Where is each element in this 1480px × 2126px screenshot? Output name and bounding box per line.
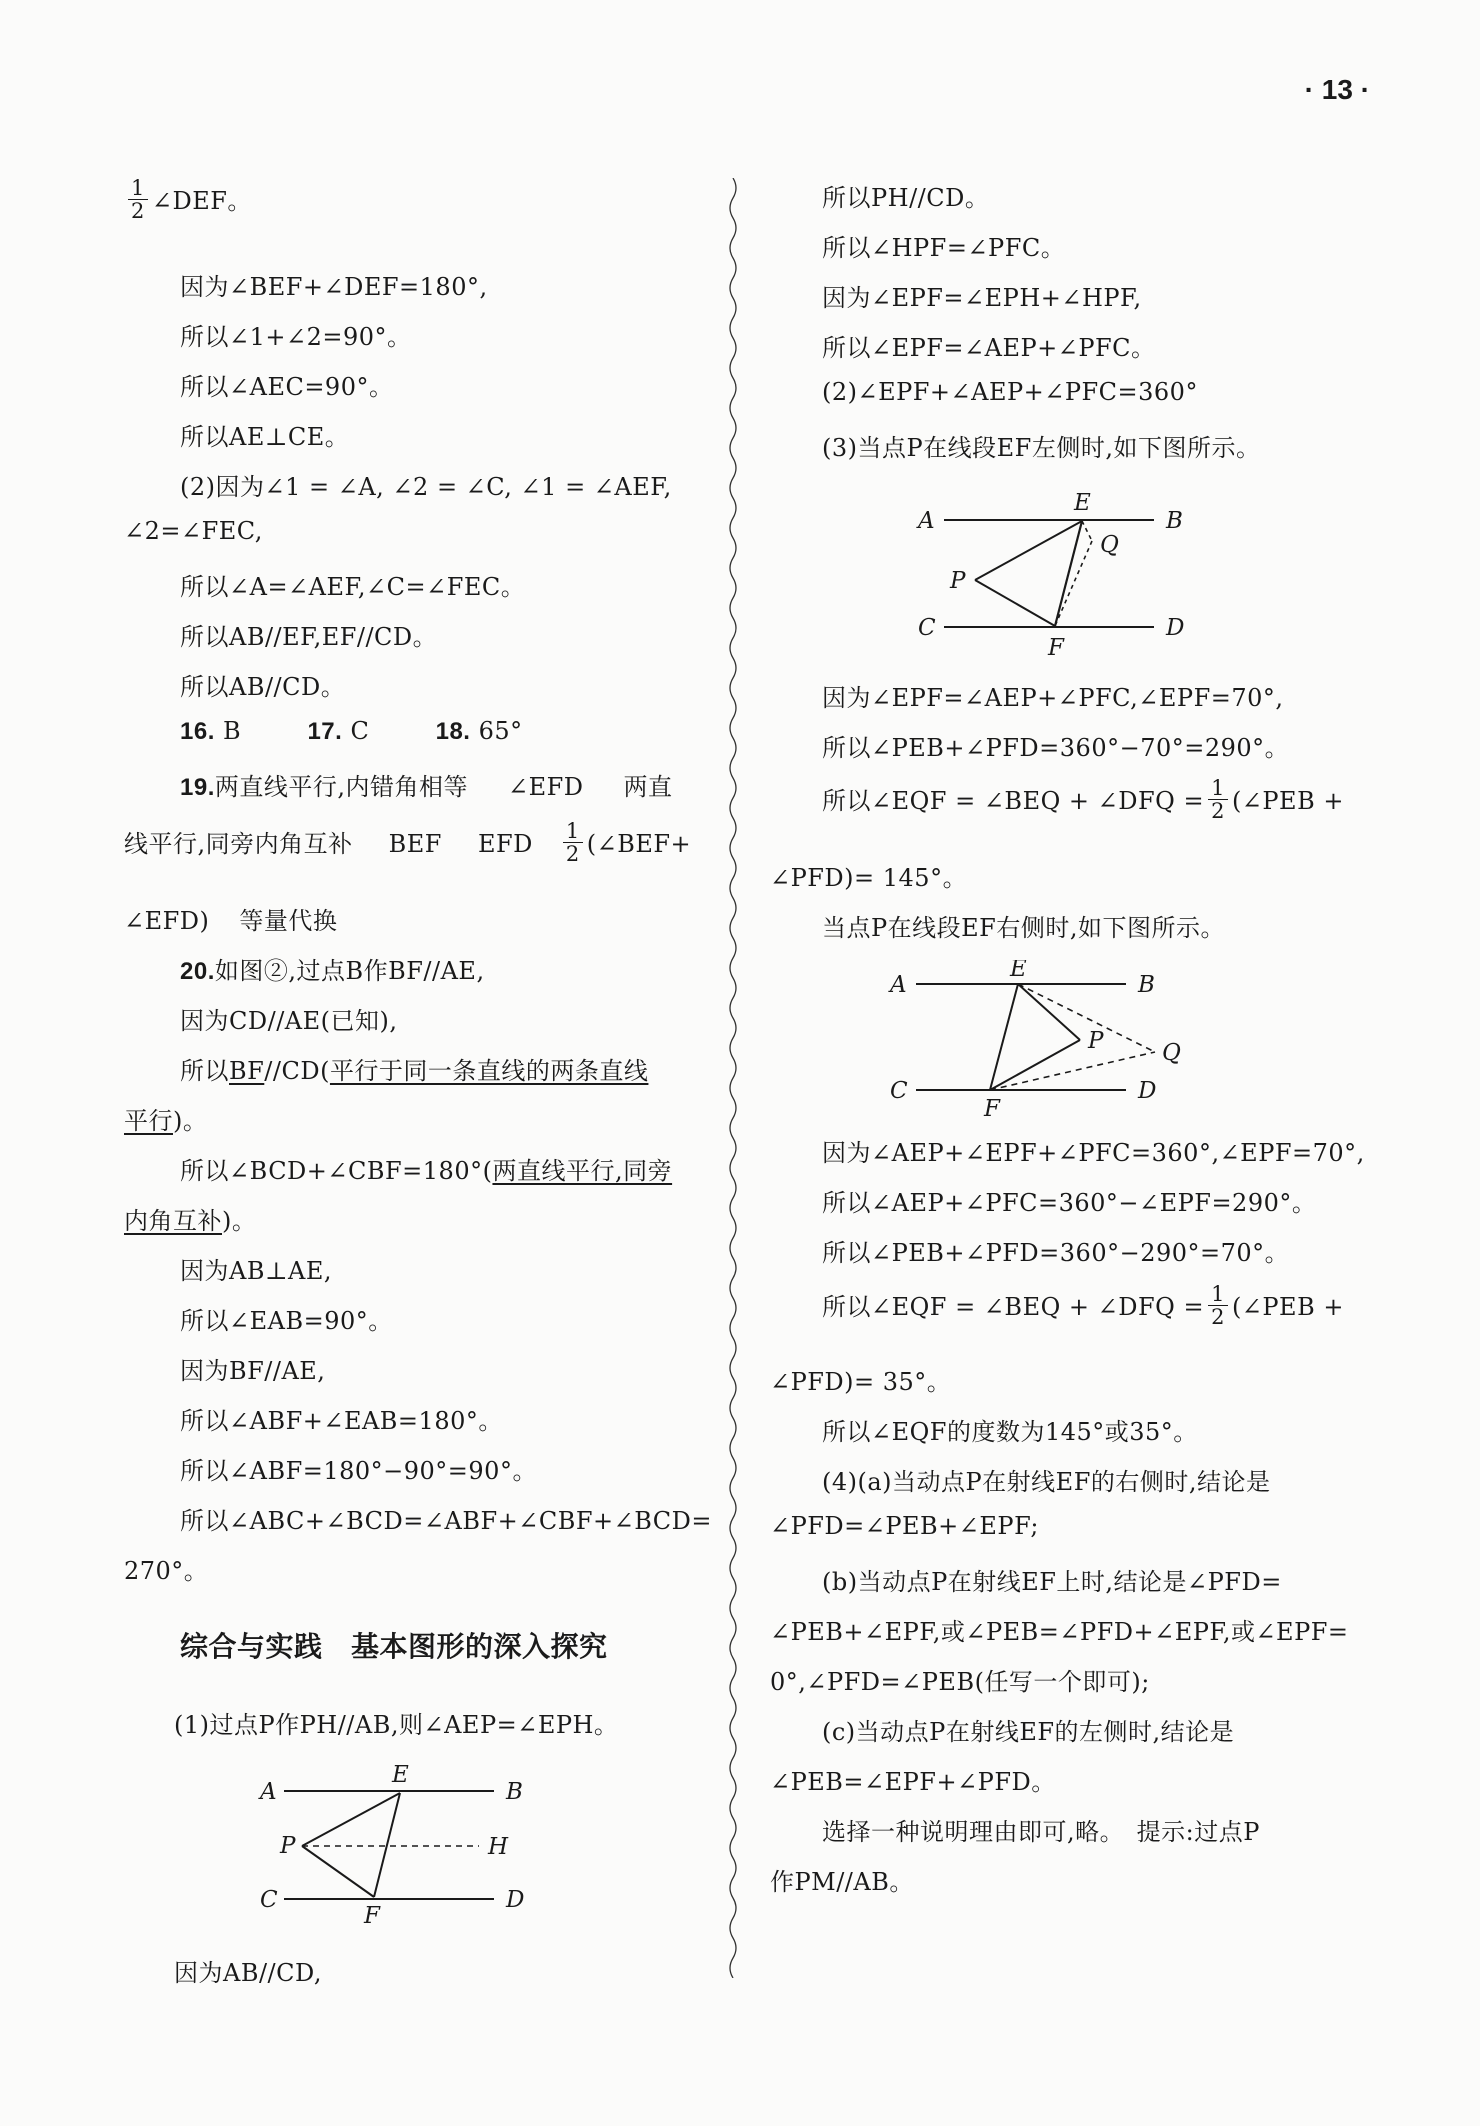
text: EFD xyxy=(477,830,533,859)
text-line: 所以∠ABF+∠EAB=180°。 xyxy=(180,1407,503,1435)
point-label: H xyxy=(488,1834,509,1860)
text: (∠BEF+ xyxy=(586,830,692,859)
text-line: 所以∠AEC=90°。 xyxy=(180,373,394,401)
text-line: 因为∠EPF=∠AEP+∠PFC,∠EPF=70°, xyxy=(822,684,1284,712)
text-line: (4)(a)当动点P在射线EF的右侧时,结论是 xyxy=(822,1468,1271,1496)
fraction-numerator: 1 xyxy=(128,177,148,200)
answer: 65° xyxy=(478,717,523,745)
point-label: B xyxy=(1166,508,1183,534)
text-line xyxy=(124,1101,207,1136)
text-line: 270°。 xyxy=(124,1557,209,1585)
text-line: 所以AB//CD。 xyxy=(180,673,346,701)
point-label: Q xyxy=(1100,532,1119,558)
text-line: ∠PEB+∠EPF,或∠PEB=∠PFD+∠EPF,或∠EPF= xyxy=(770,1618,1349,1646)
question-number: 17. xyxy=(307,718,343,745)
question-number: 18. xyxy=(435,718,471,745)
text-line: (c)当动点P在射线EF的左侧时,结论是 xyxy=(822,1718,1235,1746)
figure-3-diagram xyxy=(880,960,1220,1120)
figure-2-diagram xyxy=(910,488,1240,658)
text-line: 因为CD//AE(已知), xyxy=(180,1007,398,1035)
text-line: 0°,∠PFD=∠PEB(任写一个即可); xyxy=(770,1668,1150,1696)
text-line: 所以∠HPF=∠PFC。 xyxy=(822,234,1066,262)
fraction-denominator: 2 xyxy=(1211,1305,1225,1330)
text-line: 所以AB//EF,EF//CD。 xyxy=(180,623,438,651)
point-label: P xyxy=(1088,1028,1104,1054)
text: 所以 xyxy=(180,1057,229,1085)
text-line: 所以∠1+∠2=90°。 xyxy=(180,323,412,351)
text-line: 作PM//AB。 xyxy=(770,1868,914,1896)
fraction xyxy=(128,177,148,222)
text-line xyxy=(124,819,692,868)
point-label: F xyxy=(364,1903,380,1925)
point-label: C xyxy=(918,615,936,641)
text-line: 当点P在线段EF右侧时,如下图所示。 xyxy=(822,914,1225,942)
fraction-numerator: 1 xyxy=(1208,1283,1228,1306)
text-line: ∠PFD)= 145°。 xyxy=(770,864,968,892)
text: 线平行,同旁内角互补 xyxy=(124,830,353,859)
text-line: (3)当点P在线段EF左侧时,如下图所示。 xyxy=(822,434,1261,462)
text-line: 所以∠A=∠AEF,∠C=∠FEC。 xyxy=(180,573,526,601)
text-line: ∠PFD=∠PEB+∠EPF; xyxy=(770,1512,1039,1540)
text-line xyxy=(822,1282,1344,1331)
text: 等量代换 xyxy=(239,907,338,935)
point-label: D xyxy=(1138,1078,1157,1104)
text: BEF xyxy=(388,830,442,859)
text-line: 所以∠ABF=180°−90°=90°。 xyxy=(180,1457,537,1485)
text: //CD( xyxy=(264,1057,330,1085)
text-line xyxy=(180,951,485,986)
underlined-blank: 平行 xyxy=(124,1107,173,1135)
text-line: ∠PEB=∠EPF+∠PFD。 xyxy=(770,1768,1056,1796)
text-line: 因为∠AEP+∠EPF+∠PFC=360°,∠EPF=70°, xyxy=(822,1139,1365,1167)
answer: B xyxy=(223,717,242,745)
text-line: 所以PH//CD。 xyxy=(822,184,990,212)
page-number: · 13 · xyxy=(1304,74,1370,105)
text-line xyxy=(180,1151,672,1186)
text: ∠DEF。 xyxy=(151,187,252,216)
text-line: 所以∠PEB+∠PFD=360°−70°=290°。 xyxy=(822,734,1290,762)
text-line: (2)∠EPF+∠AEP+∠PFC=360° xyxy=(822,378,1198,406)
text-line: 所以AE⊥CE。 xyxy=(180,423,350,451)
column-divider xyxy=(725,178,741,1978)
figure-1-diagram xyxy=(254,1755,674,1925)
text-line xyxy=(124,176,252,225)
question-number: 19. xyxy=(180,774,215,801)
point-label: E xyxy=(1074,490,1091,516)
text-line: ∠2=∠FEC, xyxy=(124,517,263,545)
text-line: 所以∠AEP+∠PFC=360°−∠EPF=290°。 xyxy=(822,1189,1317,1217)
underlined-blank: 两直线平行,同旁 xyxy=(492,1157,673,1185)
text: ∠EFD xyxy=(508,773,584,801)
question-number: 20. xyxy=(180,958,215,985)
section-title: 综合与实践 基本图形的深入探究 xyxy=(180,1631,608,1662)
fraction-denominator: 2 xyxy=(131,199,145,224)
point-label: E xyxy=(392,1762,409,1788)
text-line xyxy=(124,901,337,936)
point-label: B xyxy=(506,1779,523,1805)
point-label: P xyxy=(280,1833,296,1859)
text: (∠PEB + xyxy=(1231,1293,1344,1322)
text: ∠EFD) xyxy=(124,907,210,935)
point-label: A xyxy=(260,1779,277,1805)
text: )。 xyxy=(222,1207,257,1235)
text-line xyxy=(180,1051,648,1086)
point-label: A xyxy=(890,972,907,998)
text: 如图②,过点B作BF//AE, xyxy=(214,957,485,985)
answer: C xyxy=(350,717,370,745)
fraction-numerator: 1 xyxy=(563,820,583,843)
text: 两直 xyxy=(623,773,673,801)
text-line: 所以∠EAB=90°。 xyxy=(180,1307,393,1335)
text-line: 因为∠EPF=∠EPH+∠HPF, xyxy=(822,284,1142,312)
underlined-blank: BF xyxy=(229,1057,265,1085)
answers-16-18 xyxy=(180,717,523,746)
question-number: 16. xyxy=(180,718,215,745)
underlined-blank: 内角互补 xyxy=(124,1207,222,1235)
text-line: 选择一种说明理由即可,略。 提示:过点P xyxy=(822,1818,1260,1846)
point-label: A xyxy=(918,508,935,534)
point-label: F xyxy=(1048,635,1064,658)
text-line: (1)过点P作PH//AB,则∠AEP=∠EPH。 xyxy=(174,1711,619,1739)
text-line xyxy=(822,776,1344,825)
text: 两直线平行,内错角相等 xyxy=(214,773,469,801)
point-label: D xyxy=(506,1887,525,1913)
fraction xyxy=(1208,777,1228,822)
text-line: 因为AB⊥AE, xyxy=(180,1257,333,1285)
text-line: 所以∠EPF=∠AEP+∠PFC。 xyxy=(822,334,1156,362)
fraction xyxy=(563,820,583,865)
text-line xyxy=(180,767,673,802)
point-label: C xyxy=(890,1078,908,1104)
point-label: C xyxy=(260,1887,278,1913)
point-label: P xyxy=(950,568,966,594)
text-line: (b)当动点P在射线EF上时,结论是∠PFD= xyxy=(822,1568,1282,1596)
fraction-denominator: 2 xyxy=(1211,799,1225,824)
text: 所以∠BCD+∠CBF=180°( xyxy=(180,1157,493,1185)
text: )。 xyxy=(173,1107,208,1135)
point-label: Q xyxy=(1162,1040,1181,1066)
point-label: F xyxy=(984,1096,1000,1120)
text-line: 所以∠PEB+∠PFD=360°−290°=70°。 xyxy=(822,1239,1290,1267)
text-line: 所以∠ABC+∠BCD=∠ABF+∠CBF+∠BCD= xyxy=(180,1507,713,1535)
point-label: D xyxy=(1166,615,1185,641)
fraction-denominator: 2 xyxy=(565,842,580,867)
point-label: B xyxy=(1138,972,1155,998)
text-line: (2)因为∠1 = ∠A, ∠2 = ∠C, ∠1 = ∠AEF, xyxy=(180,473,672,501)
text: 所以∠EQF = ∠BEQ + ∠DFQ = xyxy=(822,1293,1205,1322)
point-label: E xyxy=(1010,960,1027,982)
text-line xyxy=(124,1201,256,1236)
text-line: ∠PFD)= 35°。 xyxy=(770,1368,952,1396)
fraction-numerator: 1 xyxy=(1208,777,1228,800)
text-line: 因为BF//AE, xyxy=(180,1357,326,1385)
fraction xyxy=(1208,1283,1228,1328)
underlined-blank: 平行于同一条直线的两条直线 xyxy=(329,1057,649,1085)
text-line: 因为AB//CD, xyxy=(174,1959,323,1987)
text: 所以∠EQF = ∠BEQ + ∠DFQ = xyxy=(822,787,1205,816)
text-line: 所以∠EQF的度数为145°或35°。 xyxy=(822,1418,1198,1446)
text: (∠PEB + xyxy=(1231,787,1344,816)
text-line: 因为∠BEF+∠DEF=180°, xyxy=(180,273,488,301)
